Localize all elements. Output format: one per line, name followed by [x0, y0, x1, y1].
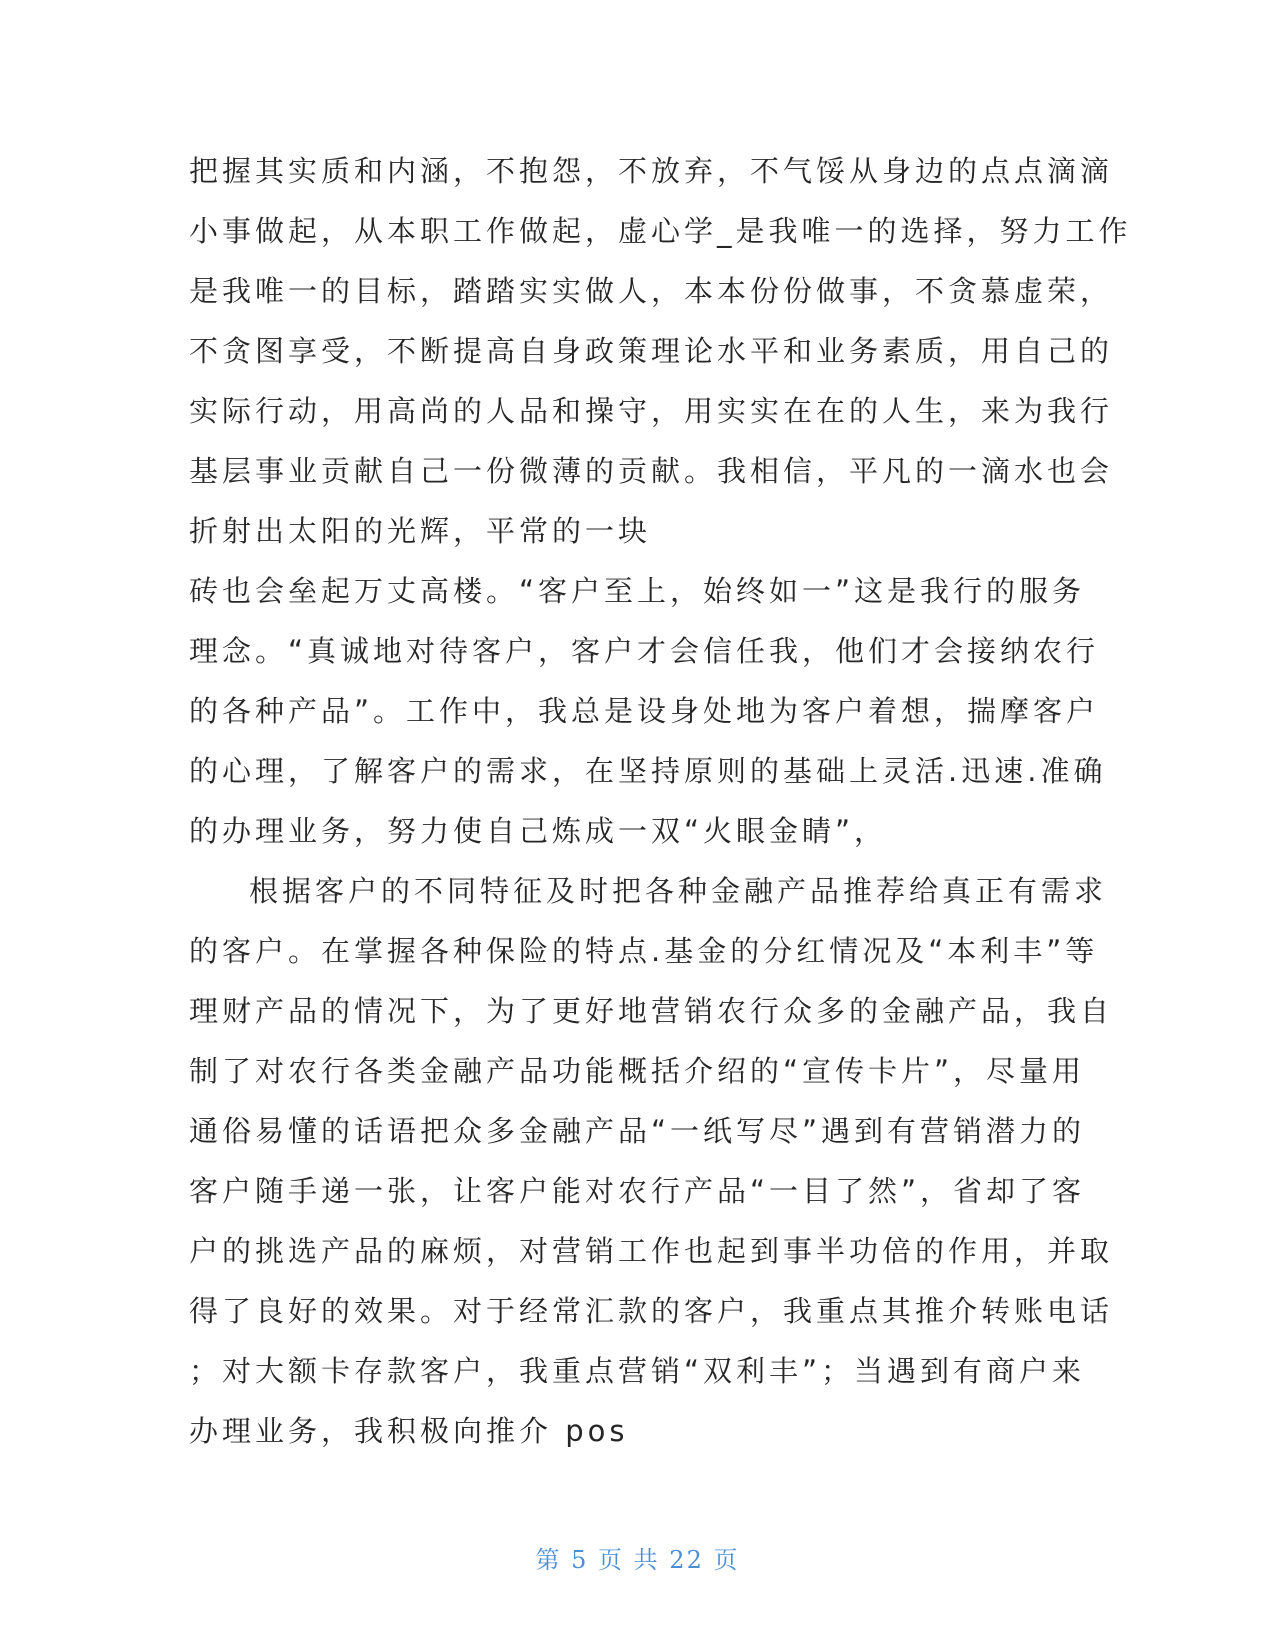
text-line-5: 实际行动，用高尚的人品和操守，用实实在在的人生，来为我行: [189, 394, 1114, 428]
text-line-1: 把握其实质和内涵，不抱怨，不放弃，不气馁从身边的点点滴滴: [189, 154, 1114, 188]
text-line-4: 不贪图享受，不断提高自身政策理论水平和业务素质，用自己的: [189, 334, 1114, 368]
text-line-9: 理念。“真诚地对待客户，客户才会信任我，他们才会接纳农行: [189, 634, 1100, 668]
text-line-19: 户的挑选产品的麻烦，对营销工作也起到事半功倍的作用，并取: [189, 1234, 1114, 1268]
text-line-17: 通俗易懂的话语把众多金融产品“一纸写尽”遇到有营销潜力的: [189, 1114, 1086, 1148]
text-line-13: 根据客户的不同特征及时把各种金融产品推荐给真正有需求: [249, 874, 1108, 908]
body-text: [189, 148, 1132, 1468]
text-line-12: 的办理业务，努力使自己炼成一双“火眼金睛”，: [189, 814, 888, 848]
text-line-11: 的心理，了解客户的需求，在坚持原则的基础上灵活.迅速.准确: [189, 754, 1107, 788]
text-line-2: 小事做起，从本职工作做起，虚心学_是我唯一的选择，努力工作: [189, 214, 1132, 248]
text-line-14: 的客户。在掌握各种保险的特点.基金的分红情况及“本利丰”等: [189, 934, 1099, 968]
text-line-21: ；对大额卡存款客户，我重点营销“双利丰”；当遇到有商户来: [189, 1354, 1086, 1388]
text-line-15: 理财产品的情况下，为了更好地营销农行众多的金融产品，我自: [189, 994, 1114, 1028]
text-line-7: 折射出太阳的光辉，平常的一块: [189, 514, 652, 548]
text-line-3: 是我唯一的目标，踏踏实实做人，本本份份做事，不贪慕虚荣，: [189, 274, 1114, 308]
text-line-10: 的各种产品”。工作中，我总是设身处地为客户着想，揣摩客户: [189, 694, 1100, 728]
text-line-18: 客户随手递一张，让客户能对农行产品“一目了然”，省却了客: [189, 1174, 1086, 1208]
text-line-8: 砖也会垒起万丈高楼。“客户至上，始终如一”这是我行的服务: [189, 574, 1086, 608]
text-line-6: 基层事业贡献自己一份微薄的贡献。我相信，平凡的一滴水也会: [189, 454, 1114, 488]
text-line-16: 制了对农行各类金融产品功能概括介绍的“宣传卡片”，尽量用: [189, 1054, 1086, 1088]
text-line-20: 得了良好的效果。对于经常汇款的客户，我重点其推介转账电话: [189, 1294, 1114, 1328]
page-number: 第 5 页 共 22 页: [535, 1546, 740, 1574]
text-line-22: 办理业务，我积极向推介 pos: [189, 1414, 629, 1448]
